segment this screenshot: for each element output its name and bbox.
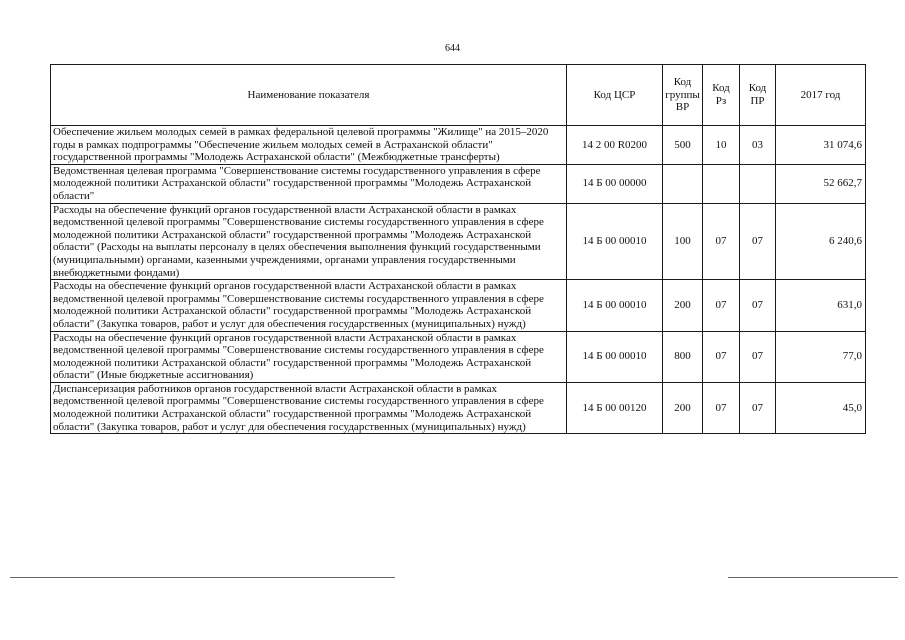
page-number: 644 (445, 43, 460, 54)
header-csr: Код ЦСР (567, 65, 663, 126)
row-amount: 31 074,6 (776, 126, 866, 165)
row-name: Расходы на обеспечение функций органов государственной власти Астраханской области в рамках ведомственной целевой программы "Совершенствование системы государственного управления в сфере молодежной политики Астраханской области" государственной программы "Молодежь Астраханской области" (Закупка товаров, работ и услуг для обеспечения государственных (муниципальных) нужд) (51, 280, 567, 331)
row-csr: 14 Б 00 00010 (567, 280, 663, 331)
row-vr: 500 (663, 126, 703, 165)
row-amount: 45,0 (776, 382, 866, 433)
row-amount: 6 240,6 (776, 203, 866, 280)
row-pr: 07 (740, 280, 776, 331)
row-vr: 200 (663, 382, 703, 433)
table-header-row (51, 65, 866, 126)
header-vr-line1: Код (673, 76, 692, 89)
header-rz-line1: Код (712, 82, 730, 95)
header-rz-line2: Рз (715, 95, 727, 107)
header-vr (663, 65, 703, 126)
header-pr (740, 65, 776, 126)
row-rz (703, 164, 740, 203)
row-rz: 07 (703, 203, 740, 280)
header-year: 2017 год (776, 65, 866, 126)
header-pr-line1: Код (748, 82, 767, 95)
row-name: Ведомственная целевая программа "Совершенствование системы государственного управления в сфере молодежной политики Астраханской области" государственной программы "Молодежь Астраханской области" (51, 164, 567, 203)
row-vr: 200 (663, 280, 703, 331)
row-csr: 14 2 00 R0200 (567, 126, 663, 165)
row-pr: 07 (740, 331, 776, 382)
row-rz: 07 (703, 382, 740, 433)
row-vr (663, 164, 703, 203)
header-rz (703, 65, 740, 126)
row-csr: 14 Б 00 00010 (567, 331, 663, 382)
row-vr: 800 (663, 331, 703, 382)
header-name: Наименование показателя (51, 65, 567, 126)
row-pr: 03 (740, 126, 776, 165)
row-name: Расходы на обеспечение функций органов государственной власти Астраханской области в рамках ведомственной целевой программы "Совершенствование системы государственного управления в сфере молодежной политики Астраханской области" государственной программы "Молодежь Астраханской области" (Иные бюджетные ассигнования) (51, 331, 567, 382)
row-vr: 100 (663, 203, 703, 280)
row-name: Обеспечение жильем молодых семей в рамках федеральной целевой программы "Жилище" на 2015–2020 годы в рамках подпрограммы "Обеспечение жильем молодых семей в Астраханской области" государственной программы "Молодежь Астраханской области" (Межбюджетные трансферты) (51, 126, 567, 165)
header-vr-line2: группы (665, 88, 700, 101)
table-row (51, 164, 866, 203)
row-rz: 07 (703, 331, 740, 382)
row-pr: 07 (740, 203, 776, 280)
table-row (51, 331, 866, 382)
row-amount: 631,0 (776, 280, 866, 331)
row-name: Диспансеризация работников органов государственной власти Астраханской области в рамках ведомственной целевой программы "Совершенствование системы государственного управления в сфере молодежной политики Астраханской области" государственной программы "Молодежь Астраханской области" (Закупка товаров, работ и услуг для обеспечения государственных (муниципальных) нужд) (51, 382, 567, 433)
budget-table (50, 64, 866, 434)
row-csr: 14 Б 00 00010 (567, 203, 663, 280)
header-pr-line2: ПР (750, 95, 765, 107)
row-pr: 07 (740, 382, 776, 433)
row-rz: 10 (703, 126, 740, 165)
table-row (51, 126, 866, 165)
row-name: Расходы на обеспечение функций органов государственной власти Астраханской области в рамках ведомственной целевой программы "Совершенствование системы государственного управления в сфере молодежной политики Астраханской области" государственной программы "Молодежь Астраханской области" (Расходы на выплаты персоналу в целях обеспечения выполнения функций государственными (муниципальными) органами, казенными учреждениями, органами управления государственными внебюджетными фондами) (51, 203, 567, 280)
header-vr-line3: ВР (675, 101, 690, 114)
row-csr: 14 Б 00 00120 (567, 382, 663, 433)
footer-rule-right (728, 577, 898, 578)
footer-rule-left (10, 577, 395, 578)
row-amount: 52 662,7 (776, 164, 866, 203)
row-rz: 07 (703, 280, 740, 331)
table-row (51, 203, 866, 280)
row-pr (740, 164, 776, 203)
row-csr: 14 Б 00 00000 (567, 164, 663, 203)
row-amount: 77,0 (776, 331, 866, 382)
table-row (51, 280, 866, 331)
table-row (51, 382, 866, 433)
